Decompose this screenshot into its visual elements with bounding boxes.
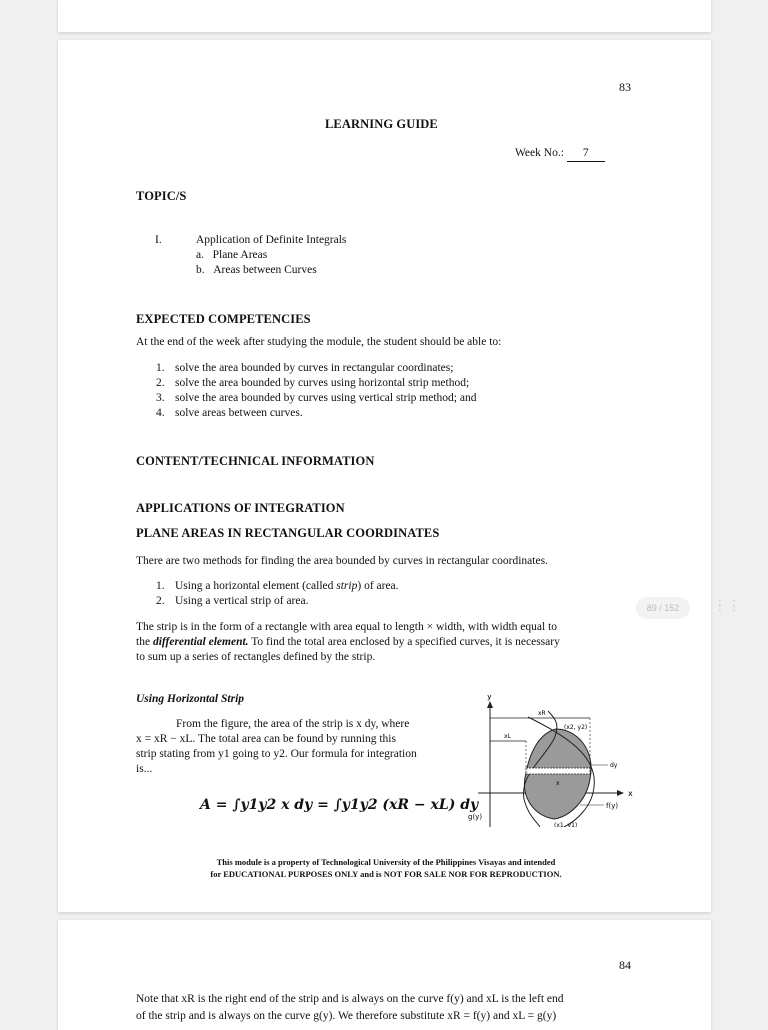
plane-areas-heading: PLANE AREAS IN RECTANGULAR COORDINATES (136, 526, 440, 540)
dy-label: dy (610, 762, 618, 769)
bottom-point-label: (x1, y1) (554, 822, 578, 827)
strip-x-label: x (556, 780, 560, 787)
horizontal-strip-heading: Using Horizontal Strip (136, 693, 245, 705)
topic-sub-label: a. (196, 249, 204, 261)
methods-intro: There are two methods for finding the area bounded by curves in rectangular coordinates. (136, 555, 548, 567)
list-item: 2. Using a vertical strip of area. (156, 595, 309, 607)
x-axis-arrow-icon (617, 790, 624, 796)
content-heading: CONTENT/TECHNICAL INFORMATION (136, 454, 375, 468)
f-label: f(y) (606, 802, 619, 810)
list-item: 1. solve the area bounded by curves in rectangular coordinates; (156, 362, 454, 374)
next-page-line-2: of the strip and is always on the curve g(y). We therefore substitute xR = f(y) and xL = g(y) (136, 1010, 557, 1022)
y-axis-label: y (487, 695, 492, 701)
next-page-line-1: Note that xR is the right end of the strip and is always on the curve f(y) and xL is the left end (136, 993, 564, 1005)
drag-handle-icon[interactable]: ⋮⋮ (713, 598, 741, 614)
g-label: g(y) (468, 813, 483, 821)
xr-label: xR (538, 710, 546, 717)
integration-formula: A = ∫y1y2 x dy = ∫y1y2 (xR − xL) dy (200, 797, 479, 813)
week-label: Week No.: (515, 147, 564, 159)
applications-heading: APPLICATIONS OF INTEGRATION (136, 501, 345, 515)
list-item: 1. Using a horizontal element (called strip) of area. (156, 580, 399, 592)
list-item: 4. solve areas between curves. (156, 407, 303, 419)
page-number: 83 (619, 80, 631, 94)
document-page (58, 40, 711, 912)
xl-label: xL (504, 733, 511, 740)
competencies-heading: EXPECTED COMPETENCIES (136, 312, 311, 326)
competencies-intro: At the end of the week after studying the module, the student should be able to: (136, 336, 502, 348)
topic-sub-text: Plane Areas (212, 249, 268, 261)
competencies-list (156, 361, 476, 421)
topics-heading: TOPIC/S (136, 189, 187, 203)
topic-sub-label: b. (196, 264, 205, 276)
list-item: 3. solve the area bounded by curves using vertical strip method; and (156, 392, 477, 404)
page-footer: This module is a property of Technological University of the Philippines Visayas and intended for EDUCATIONAL PURPOSES ONLY and is NOT FOR SALE NOR FOR REPRODUCTION. (210, 857, 562, 879)
topic-sub-a (196, 248, 267, 263)
topic-sub-b (196, 263, 317, 278)
x-axis-label: x (628, 789, 633, 798)
y-axis-arrow-icon (487, 701, 493, 708)
week-value: 7 (567, 146, 605, 162)
page-number: 84 (619, 958, 631, 972)
strip-paragraph: The strip is in the form of a rectangle with area equal to length × width, with width equal to the differential element. To find the total area enclosed by a specified curves, it is necessary to sum up a series of rectangles defined by the strip. (136, 621, 560, 663)
week-line (515, 146, 605, 162)
next-document-page (58, 920, 711, 1030)
previous-page (58, 0, 711, 32)
topic-main: Application of Definite Integrals (196, 234, 347, 246)
topic-numeral: I. (155, 234, 162, 246)
list-item: 2. solve the area bounded by curves using horizontal strip method; (156, 377, 470, 389)
topic-sub-text: Areas between Curves (213, 264, 317, 276)
top-point-label: (x2, y2) (564, 724, 588, 731)
horizontal-strip-figure (468, 695, 653, 827)
page-indicator[interactable]: 89 / 152 (636, 597, 690, 619)
horizontal-strip (526, 768, 590, 774)
page-title: LEARNING GUIDE (325, 117, 438, 131)
methods-list (156, 579, 399, 609)
horizontal-strip-text: From the figure, the area of the strip is x dy, where x = xR − xL. The total area can be found by running this strip stating from y1 going to y2. Our formula for integration is... (136, 718, 417, 775)
